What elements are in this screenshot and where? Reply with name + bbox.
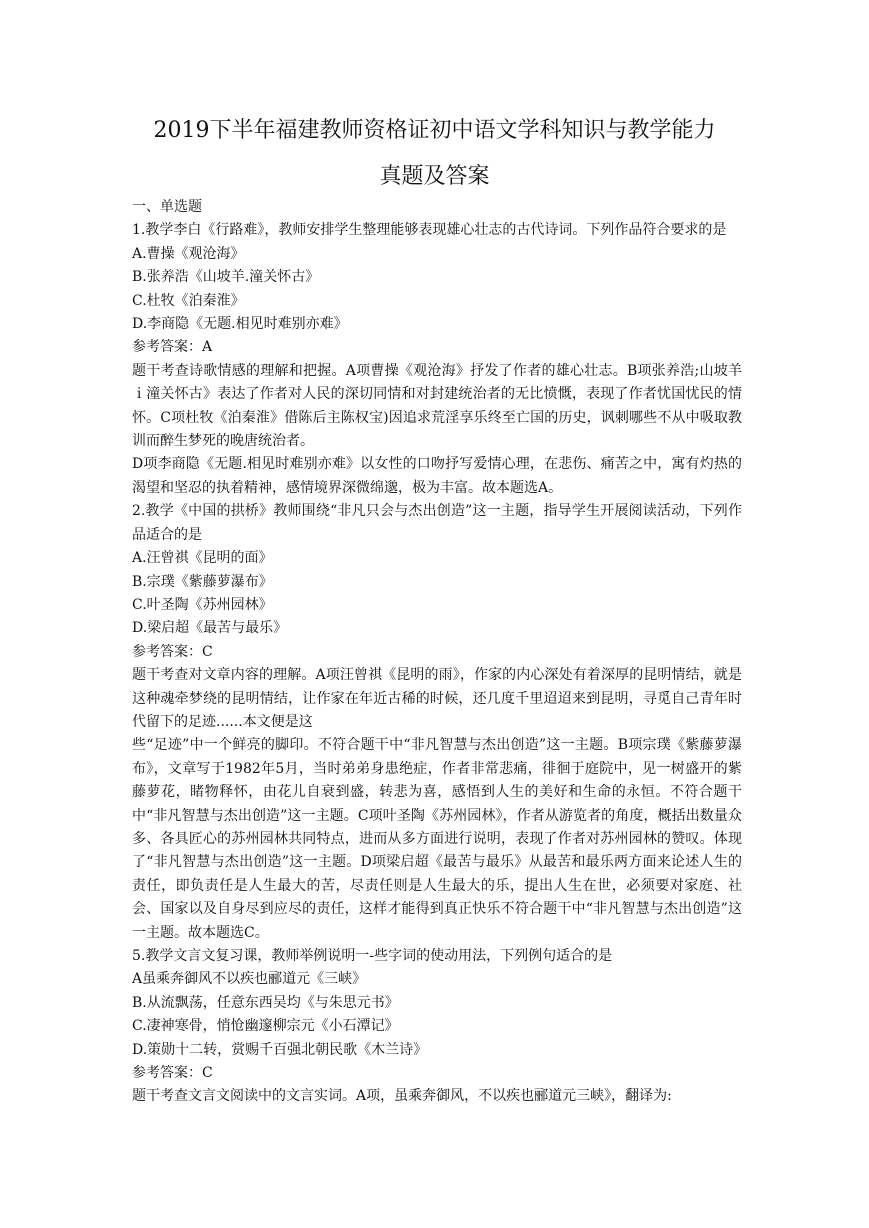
question-5-answer: 参考答案：C	[132, 1065, 213, 1082]
question-1-option-c: C.杜牧《泊秦淮》	[132, 292, 245, 309]
question-2-explanation: 题干考查对文章内容的理解。A项汪曾祺《昆明的雨》，作家的内心深处有着深厚的昆明情结，就是这种魂牵梦绕的昆明情结，让作家在年近古稀的时候，还几度千里迢迢来到昆明，寻觅自己青年时代留下的足迹......本文便是这	[132, 667, 742, 730]
question-2-stem: 2.教学《中国的拱桥》教师围绕“非凡只会与杰出创造”这一主题，指导学生开展阅读活动，下列作品适合的是	[132, 503, 742, 543]
question-5-option-a: A虽乘奔御风不以疾也郦道元《三峡》	[132, 971, 367, 988]
question-2-option-c: C.叶圣陶《苏州园林》	[132, 596, 273, 613]
question-1-stem: 1.教学李白《行路难》，教师安排学生整理能够表现雄心壮志的古代诗词。下列作品符合要求的是	[132, 222, 727, 239]
question-5-option-d: D.策勋十二转，赏赐千百强北朝民歌《木兰诗》	[132, 1041, 428, 1058]
question-2-option-d: D.梁启超《最苦与最乐》	[132, 620, 288, 637]
question-1-explanation: 题干考查诗歌情感的理解和把握。A项曹操《观沧海》抒发了作者的雄心壮志。B项张养浩;山坡羊ｉ潼关怀古》表达了作者对人民的深切同情和对封建统治者的无比愤慨，表现了作者忧国忧民的情怀。C项杜牧《泊秦淮》借陈后主陈权宝)因追求荒淫享乐终至亡国的历史，讽刺哪些不从中吸取教训而醉生梦死的晚唐统治者。	[132, 362, 742, 450]
question-5-explanation: 题干考查文言文阅读中的文言实词。A项，虽乘奔御风，不以疾也郦道元三峡》，翻译为:	[132, 1088, 672, 1105]
question-1-option-b: B.张养浩《山坡羊.潼关怀古》	[132, 269, 320, 286]
section-heading: 一、单选题	[132, 199, 202, 215]
question-1-option-a: A.曹操《观沧海》	[132, 245, 245, 262]
document-title-line-2: 真题及答案	[379, 164, 490, 189]
question-5-option-c: C.凄神寒骨，悄怆幽邃柳宗元《小石潭记》	[132, 1018, 399, 1035]
question-1-option-d: D.李商隐《无题.相见时难别亦难》	[132, 316, 348, 333]
question-2-answer: 参考答案：C	[132, 643, 213, 660]
document-body	[132, 196, 742, 1109]
question-5-stem: 5.教学文言文复习课，教师举例说明一-些字词的使动用法，下列例句适合的是	[132, 948, 613, 964]
question-2-explanation-cont: 些“足迹”中一个鲜亮的脚印。不符合题干中“非凡智慧与杰出创造”这一主题。B项宗璞《紫藤萝瀑布》，文章写于1982年5月，当时弟弟身患绝症，作者非常悲痛，徘徊于庭院中，见一树盛开的紫藤萝花，睹物释怀，由花儿自衰到盛，转悲为喜，感悟到人生的美好和生命的永恒。不符合题干中“非凡智慧与杰出创造”这一主题。C项叶圣陶《苏州园林》，作者从游览者的角度，概括出数量众多、各具匠心的苏州园林共同特点，进而从多方面进行说明，表现了作者对苏州园林的赞叹。体现了“非凡智慧与杰出创造”这一主题。D项梁启超《最苦与最乐》从最苦和最乐两方面来论述人生的责任，即负责任是人生最大的苦，尽责任则是人生最大的乐，提出人生在世，必须要对家庭、社会、国家以及自身尽到应尽的责任，这样才能得到真正快乐不符合题干中“非凡智慧与杰出创造”这一主题。故本题选C。	[132, 737, 742, 941]
question-1-explanation-cont: D项李商隐《无题.相见时难别亦难》以女性的口吻抒写爱情心理，在悲伤、痛苦之中，寓有灼热的渴望和坚忍的执着精神，感情境界深微绵邈，极为丰富。故本题选A。	[132, 456, 742, 496]
question-2-option-b: B.宗璞《紫藤萝瀑布》	[132, 573, 273, 590]
question-1-answer: 参考答案：A	[132, 339, 213, 356]
document-title-line-1: 2019下半年福建教师资格证初中语文学科知识与教学能力	[153, 118, 716, 143]
question-2-option-a: A.汪曾祺《昆明的面》	[132, 550, 273, 567]
question-5-option-b: B.从流飘荡，任意东西吴均《与朱思元书》	[132, 994, 399, 1011]
